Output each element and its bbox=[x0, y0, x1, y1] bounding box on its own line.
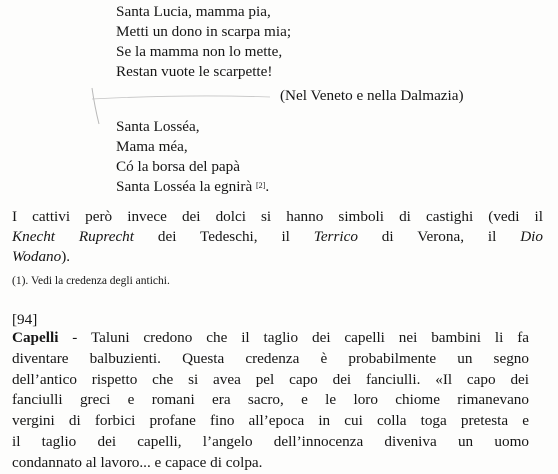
verse-line: Có la borsa del papà bbox=[116, 158, 240, 175]
verse-line: Santa Losséa la egnirà bbox=[116, 178, 253, 195]
italic-term: Knecht Ruprecht bbox=[12, 228, 134, 245]
text-run: dei Tedeschi, il bbox=[134, 228, 314, 245]
paragraph-line bbox=[12, 328, 529, 349]
paragraph-line: I cattivi però invece dei dolci si hanno simboli di castighi (vedi il bbox=[12, 208, 543, 225]
verse-line: Santa Losséa, bbox=[116, 118, 200, 135]
text-run: - Taluni credono che il taglio dei capelli nei bambini li fa bbox=[58, 329, 529, 346]
text-run: ). bbox=[61, 248, 71, 265]
paragraph-line: diventare balbuzienti. Questa credenza è probabilmente un segno bbox=[12, 349, 529, 367]
italic-term: Dio bbox=[520, 228, 543, 245]
verse-line-with-footnote bbox=[116, 177, 269, 197]
paragraph-line: vergini di forbici profane fino all’epoca in cui colla toga pretesta e bbox=[12, 412, 529, 430]
paragraph-line bbox=[12, 227, 543, 247]
page-number: [94] bbox=[12, 311, 38, 328]
verse-attribution: (Nel Veneto e nella Dalmazia) bbox=[280, 87, 464, 104]
verse-santa-lossea bbox=[116, 117, 269, 197]
verse-line: Mama méa, bbox=[116, 138, 188, 155]
paragraph-castighi bbox=[12, 207, 543, 267]
entry-term: Capelli bbox=[12, 329, 59, 346]
paragraph-line: dell’antico rispetto che si avea pel capo dei fanciulli. «Il capo dei bbox=[12, 370, 529, 388]
verse-end-punctuation: . bbox=[265, 178, 270, 195]
footnote: (1). Vedi la credenza degli antichi. bbox=[12, 275, 170, 287]
text-run: di Verona, il bbox=[357, 228, 521, 245]
italic-term: Terrico bbox=[313, 228, 358, 245]
paragraph-line: fanciulli greci e romani era sacro, e le loro chiome rimanevano bbox=[12, 391, 529, 409]
paragraph-line: condannato al lavoro... e capace di colpa. bbox=[12, 453, 263, 471]
verse-line: Restan vuote le scarpette! bbox=[116, 63, 273, 80]
verse-line: Se la mamma non lo mette, bbox=[116, 43, 283, 60]
verse-line: Santa Lucia, mamma pia, bbox=[116, 3, 271, 20]
paragraph-line bbox=[12, 247, 543, 267]
italic-term: Wodano bbox=[12, 248, 62, 265]
paragraph-capelli bbox=[12, 328, 529, 474]
footnote-reference[interactable]: [2] bbox=[256, 181, 266, 190]
verse-line: Metti un dono in scarpa mia; bbox=[116, 23, 292, 40]
paragraph-line: il taglio dei capelli, l’angelo dell’innocenza diveniva un uomo bbox=[12, 432, 529, 450]
verse-santa-lucia bbox=[116, 2, 291, 82]
